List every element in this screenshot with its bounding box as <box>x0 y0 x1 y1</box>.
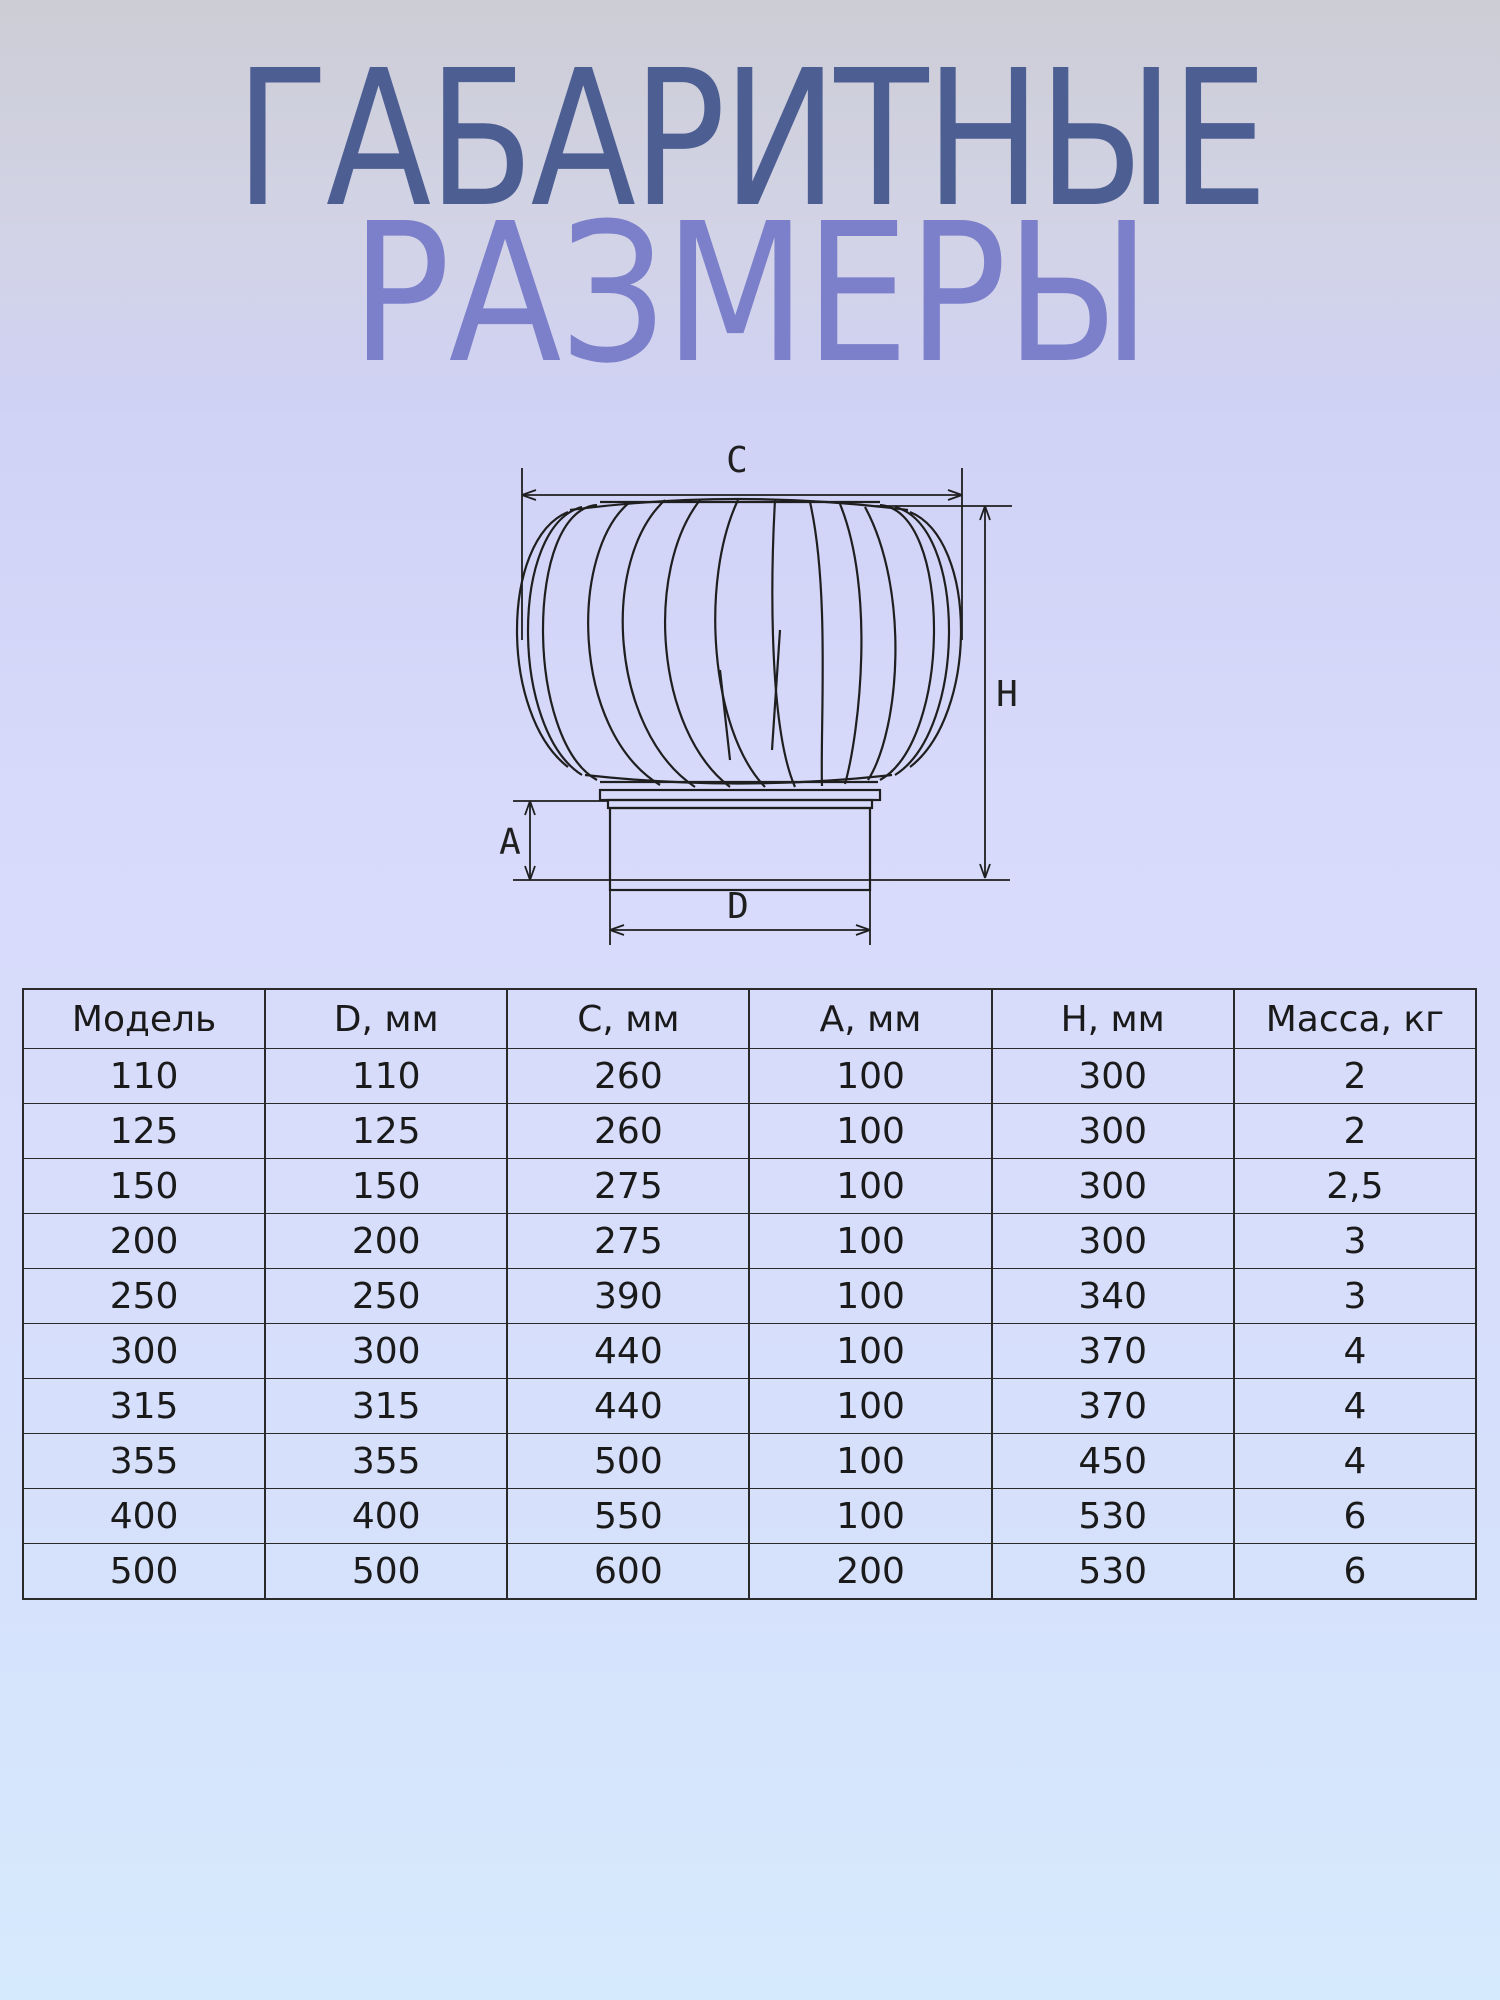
cell-h: 530 <box>992 1544 1234 1600</box>
cell-mass: 6 <box>1234 1489 1476 1544</box>
dimension-label-d: D <box>727 886 749 927</box>
cell-mass: 6 <box>1234 1544 1476 1600</box>
turbine-ball <box>517 499 961 787</box>
cell-mass: 3 <box>1234 1269 1476 1324</box>
dimension-label-h: H <box>996 674 1018 715</box>
cell-c: 440 <box>507 1324 749 1379</box>
table-row <box>23 1269 1476 1324</box>
title-line-1: ГАБАРИТНЫЕ <box>235 30 1265 249</box>
cell-c: 440 <box>507 1379 749 1434</box>
cell-mass: 4 <box>1234 1379 1476 1434</box>
cell-h: 450 <box>992 1434 1234 1489</box>
table-row <box>23 1544 1476 1600</box>
cell-h: 370 <box>992 1379 1234 1434</box>
cell-c: 390 <box>507 1269 749 1324</box>
cell-mass: 2 <box>1234 1104 1476 1159</box>
cell-model: 315 <box>23 1379 265 1434</box>
table-row <box>23 1049 1476 1104</box>
title-line-2: РАЗМЕРЫ <box>350 183 1150 406</box>
cell-h: 300 <box>992 1214 1234 1269</box>
cell-model: 150 <box>23 1159 265 1214</box>
column-header-h: H, мм <box>992 989 1234 1049</box>
cell-mass: 4 <box>1234 1324 1476 1379</box>
cell-a: 100 <box>749 1049 991 1104</box>
cell-d: 110 <box>265 1049 507 1104</box>
cell-d: 315 <box>265 1379 507 1434</box>
table-row <box>23 1379 1476 1434</box>
dimension-label-c: C <box>726 440 748 481</box>
cell-c: 275 <box>507 1214 749 1269</box>
table-row <box>23 1104 1476 1159</box>
dimensions-table <box>22 988 1477 1600</box>
column-header-d: D, мм <box>265 989 507 1049</box>
table-row <box>23 1324 1476 1379</box>
cell-d: 150 <box>265 1159 507 1214</box>
cell-mass: 4 <box>1234 1434 1476 1489</box>
cell-d: 250 <box>265 1269 507 1324</box>
table-row <box>23 1214 1476 1269</box>
cell-a: 100 <box>749 1269 991 1324</box>
cell-h: 530 <box>992 1489 1234 1544</box>
cell-d: 300 <box>265 1324 507 1379</box>
cell-a: 100 <box>749 1104 991 1159</box>
cell-model: 110 <box>23 1049 265 1104</box>
table-row <box>23 1434 1476 1489</box>
cell-model: 125 <box>23 1104 265 1159</box>
cell-d: 500 <box>265 1544 507 1600</box>
cell-a: 100 <box>749 1159 991 1214</box>
cell-d: 400 <box>265 1489 507 1544</box>
cell-c: 600 <box>507 1544 749 1600</box>
cell-model: 400 <box>23 1489 265 1544</box>
cell-c: 260 <box>507 1104 749 1159</box>
cell-h: 340 <box>992 1269 1234 1324</box>
column-header-a: A, мм <box>749 989 991 1049</box>
cell-model: 250 <box>23 1269 265 1324</box>
cell-h: 370 <box>992 1324 1234 1379</box>
column-header-model: Модель <box>23 989 265 1049</box>
cell-mass: 3 <box>1234 1214 1476 1269</box>
table-header-row <box>23 989 1476 1049</box>
cell-mass: 2,5 <box>1234 1159 1476 1214</box>
dimension-label-a: A <box>499 822 521 863</box>
cell-c: 500 <box>507 1434 749 1489</box>
column-header-c: C, мм <box>507 989 749 1049</box>
turbine-base <box>600 790 880 890</box>
cell-model: 200 <box>23 1214 265 1269</box>
cell-a: 100 <box>749 1379 991 1434</box>
cell-d: 125 <box>265 1104 507 1159</box>
table-row <box>23 1489 1476 1544</box>
table-row <box>23 1159 1476 1214</box>
cell-a: 100 <box>749 1324 991 1379</box>
cell-h: 300 <box>992 1159 1234 1214</box>
cell-d: 200 <box>265 1214 507 1269</box>
cell-a: 200 <box>749 1544 991 1600</box>
cell-model: 300 <box>23 1324 265 1379</box>
cell-c: 260 <box>507 1049 749 1104</box>
cell-model: 355 <box>23 1434 265 1489</box>
cell-a: 100 <box>749 1489 991 1544</box>
cell-h: 300 <box>992 1049 1234 1104</box>
cell-mass: 2 <box>1234 1049 1476 1104</box>
cell-model: 500 <box>23 1544 265 1600</box>
cell-d: 355 <box>265 1434 507 1489</box>
cell-h: 300 <box>992 1104 1234 1159</box>
cell-c: 550 <box>507 1489 749 1544</box>
column-header-mass: Масса, кг <box>1234 989 1476 1049</box>
turbine-deflector-diagram <box>480 430 1040 950</box>
cell-a: 100 <box>749 1214 991 1269</box>
cell-c: 275 <box>507 1159 749 1214</box>
cell-a: 100 <box>749 1434 991 1489</box>
dimension-lines <box>513 468 1012 945</box>
